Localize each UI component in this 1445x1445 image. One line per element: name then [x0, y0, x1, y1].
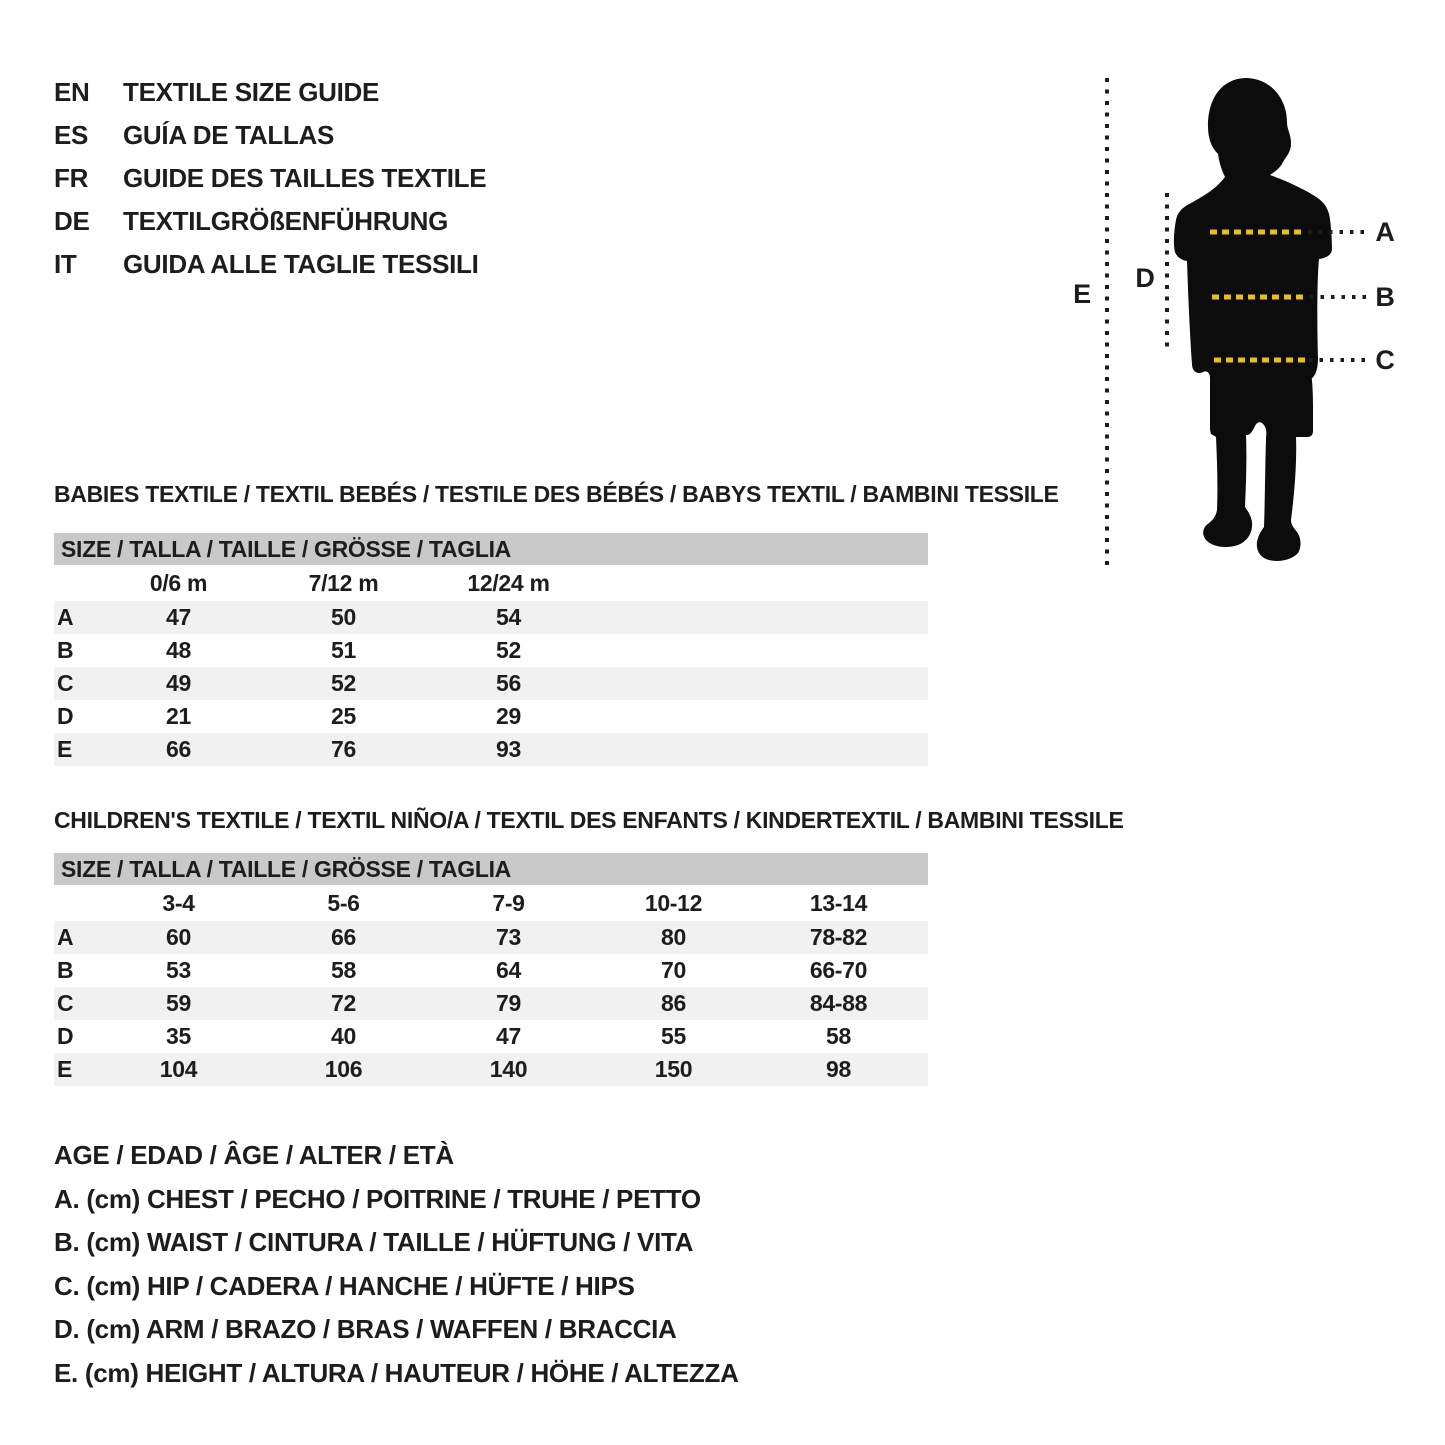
value-cell: 76	[331, 736, 356, 762]
column-header: 10-12	[644, 889, 703, 916]
children-size-table	[54, 853, 928, 1086]
language-title: TEXTILE SIZE GUIDE	[123, 77, 380, 107]
column-header: 7-9	[492, 889, 525, 916]
value-cell: 66-70	[809, 957, 868, 983]
row-label: A	[57, 924, 74, 950]
filler-cell	[591, 700, 928, 733]
value-cell: 106	[324, 1056, 363, 1082]
language-code: ES	[54, 120, 89, 150]
column-header: 5-6	[327, 889, 360, 916]
legend-age-line: AGE / EDAD / ÂGE / ALTER / ETÀ	[54, 1140, 454, 1171]
value-cell: 21	[166, 703, 191, 729]
value-cell: 35	[166, 1023, 191, 1049]
value-cell: 104	[159, 1056, 198, 1082]
row-label: E	[57, 736, 73, 762]
filler-cell	[591, 667, 928, 700]
filler-cell	[591, 733, 928, 766]
column-header: 13-14	[809, 889, 868, 916]
row-label: B	[57, 637, 74, 663]
row-label: D	[57, 703, 74, 729]
value-cell: 52	[496, 637, 521, 663]
value-cell: 58	[331, 957, 356, 983]
table-row	[54, 700, 928, 733]
legend-arm-line: D. (cm) ARM / BRAZO / BRAS / WAFFEN / BRACCIA	[54, 1314, 677, 1345]
value-cell: 60	[166, 924, 191, 950]
value-cell: 52	[331, 670, 356, 696]
language-row-de	[54, 200, 486, 243]
filler-cell	[921, 1053, 928, 1086]
value-cell: 98	[826, 1056, 851, 1082]
babies-size-header-bar: SIZE / TALLA / TAILLE / GRÖSSE / TAGLIA	[54, 533, 928, 565]
filler-cell	[921, 1020, 928, 1053]
language-title-list	[54, 71, 486, 286]
language-title: TEXTILGRÖßENFÜHRUNG	[123, 206, 449, 236]
column-header: 12/24 m	[467, 569, 550, 596]
language-row-fr	[54, 157, 486, 200]
language-code: EN	[54, 77, 90, 107]
table-row	[54, 954, 928, 987]
corner-cell	[54, 885, 96, 921]
value-cell: 66	[331, 924, 356, 950]
column-header: 3-4	[162, 889, 195, 916]
language-code: FR	[54, 163, 89, 193]
corner-cell	[54, 565, 96, 601]
diagram-label-b: B	[1375, 282, 1395, 312]
language-row-es	[54, 114, 486, 157]
filler-cell	[591, 634, 928, 667]
legend-chest-line: A. (cm) CHEST / PECHO / POITRINE / TRUHE / PETTO	[54, 1183, 701, 1214]
diagram-label-c: C	[1375, 345, 1395, 375]
value-cell: 73	[496, 924, 521, 950]
column-header: 0/6 m	[149, 569, 208, 596]
language-code: IT	[54, 249, 77, 279]
value-cell: 55	[661, 1023, 686, 1049]
row-label: D	[57, 1023, 74, 1049]
value-cell: 140	[489, 1056, 528, 1082]
row-label: E	[57, 1056, 73, 1082]
language-title: GUÍA DE TALLAS	[123, 120, 335, 150]
value-cell: 84-88	[809, 990, 868, 1016]
legend-waist-line: B. (cm) WAIST / CINTURA / TAILLE / HÜFTUNG / VITA	[54, 1227, 694, 1258]
value-cell: 47	[496, 1023, 521, 1049]
value-cell: 78-82	[809, 924, 868, 950]
language-row-en	[54, 71, 486, 114]
value-cell: 48	[166, 637, 191, 663]
value-cell: 40	[331, 1023, 356, 1049]
diagram-label-d: D	[1135, 263, 1155, 293]
table-row	[54, 634, 928, 667]
diagram-label-a: A	[1375, 217, 1395, 247]
value-cell: 70	[661, 957, 686, 983]
value-cell: 58	[826, 1023, 851, 1049]
value-cell: 64	[496, 957, 521, 983]
value-cell: 150	[654, 1056, 693, 1082]
value-cell: 29	[496, 703, 521, 729]
value-cell: 53	[166, 957, 191, 983]
measurement-diagram	[1060, 60, 1420, 590]
column-header: 7/12 m	[308, 569, 379, 596]
babies-section-title: BABIES TEXTILE / TEXTIL BEBÉS / TESTILE DES BÉBÉS / BABYS TEXTIL / BAMBINI TESSILE	[54, 481, 1059, 507]
table-row	[54, 1020, 928, 1053]
children-column-header-row	[54, 885, 928, 921]
value-cell: 79	[496, 990, 521, 1016]
legend-hip-line: C. (cm) HIP / CADERA / HANCHE / HÜFTE / HIPS	[54, 1270, 635, 1301]
value-cell: 86	[661, 990, 686, 1016]
table-row	[54, 601, 928, 634]
value-cell: 66	[166, 736, 191, 762]
value-cell: 54	[496, 604, 521, 630]
measurement-legend	[54, 1134, 739, 1395]
filler-cell	[591, 565, 928, 601]
value-cell: 56	[496, 670, 521, 696]
language-row-it	[54, 243, 486, 286]
value-cell: 51	[331, 637, 356, 663]
babies-column-header-row	[54, 565, 928, 601]
language-title: GUIDE DES TAILLES TEXTILE	[123, 163, 487, 193]
filler-cell	[921, 987, 928, 1020]
filler-cell	[591, 601, 928, 634]
diagram-label-e: E	[1073, 279, 1091, 309]
children-section-title: CHILDREN'S TEXTILE / TEXTIL NIÑO/A / TEXTIL DES ENFANTS / KINDERTEXTIL / BAMBINI TESSILE	[54, 807, 1124, 833]
filler-cell	[921, 921, 928, 954]
value-cell: 50	[331, 604, 356, 630]
table-row	[54, 667, 928, 700]
value-cell: 47	[166, 604, 191, 630]
value-cell: 72	[331, 990, 356, 1016]
table-row	[54, 1053, 928, 1086]
language-title: GUIDA ALLE TAGLIE TESSILI	[123, 249, 479, 279]
table-row	[54, 921, 928, 954]
value-cell: 80	[661, 924, 686, 950]
filler-cell	[921, 954, 928, 987]
legend-height-line: E. (cm) HEIGHT / ALTURA / HAUTEUR / HÖHE / ALTEZZA	[54, 1357, 739, 1388]
table-row	[54, 987, 928, 1020]
value-cell: 25	[331, 703, 356, 729]
value-cell: 59	[166, 990, 191, 1016]
row-label: A	[57, 604, 74, 630]
row-label: C	[57, 670, 74, 696]
child-silhouette	[1174, 78, 1332, 561]
row-label: C	[57, 990, 74, 1016]
row-label: B	[57, 957, 74, 983]
babies-size-table	[54, 533, 928, 766]
table-row	[54, 733, 928, 766]
language-code: DE	[54, 206, 90, 236]
children-size-header-bar: SIZE / TALLA / TAILLE / GRÖSSE / TAGLIA	[54, 853, 928, 885]
filler-cell	[921, 885, 928, 921]
value-cell: 49	[166, 670, 191, 696]
value-cell: 93	[496, 736, 521, 762]
